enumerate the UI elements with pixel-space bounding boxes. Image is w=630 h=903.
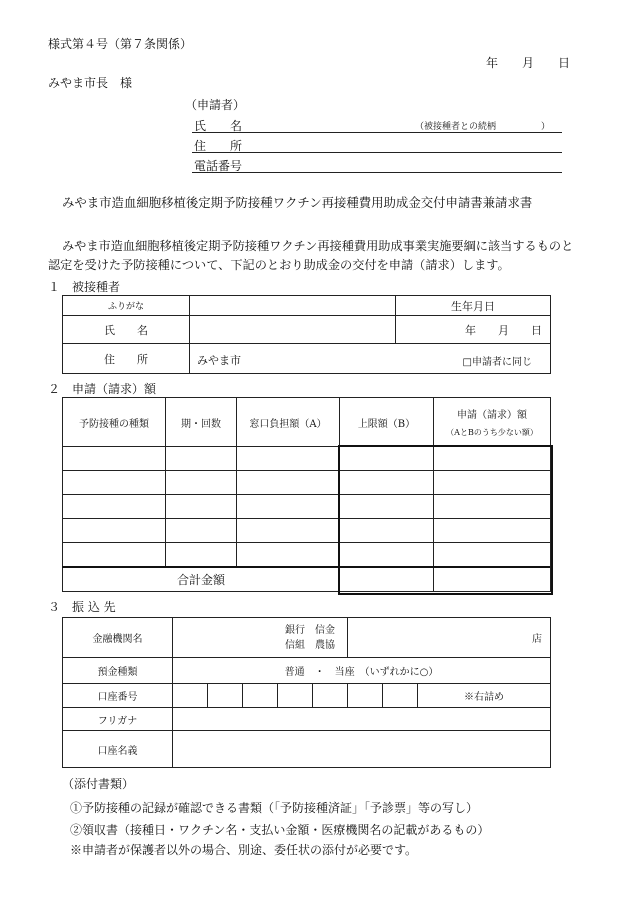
cell[interactable] [166,519,237,543]
table-row [63,543,551,567]
cell[interactable] [166,495,237,519]
cell[interactable] [237,519,340,543]
applicant-name-line[interactable] [192,132,562,133]
account-digit[interactable] [278,684,313,708]
header-claim-note: （AとBのうち少ない額） [446,428,538,437]
deposit-type-options[interactable]: 普通 ・ 当座 （いずれかに○） [173,658,551,684]
vaccinee-furigana-field[interactable] [190,296,396,316]
cell[interactable] [237,471,340,495]
cell[interactable] [166,447,237,471]
cell[interactable] [63,447,166,471]
vaccinee-address-value: みやま市 [197,354,241,367]
section3-heading: ３ 振 込 先 [48,600,116,614]
table-row [63,471,551,495]
cell[interactable] [237,495,340,519]
table-row [63,447,551,471]
cell[interactable] [63,471,166,495]
account-holder-field[interactable] [173,731,551,768]
cell[interactable] [434,519,551,543]
birthdate-field[interactable]: 年 月 日 [396,316,551,344]
account-number-label: 口座番号 [63,684,173,708]
section1-heading: １ 被接種者 [48,280,121,294]
intro-line-2: 認定を受けた予防接種について、下記のとおり助成金の交付を申請（請求）します。 [48,258,510,272]
claim-table [62,397,551,592]
cell[interactable] [340,519,434,543]
same-as-applicant-checkbox[interactable]: □申請者に同じ [462,357,532,368]
cell[interactable] [340,447,434,471]
birthdate-label: 生年月日 [396,296,551,316]
header-claim-label: 申請（請求）額 [457,410,527,421]
cell[interactable] [340,543,434,567]
account-digit[interactable] [173,684,208,708]
attachment-item-1: ①予防接種の記録が確認できる書類（「予防接種済証」「予診票」等の写し） [70,801,479,815]
form-number: 様式第４号（第７条関係） [48,37,193,51]
account-holder-label: 口座名義 [63,731,173,768]
cell[interactable] [434,471,551,495]
applicant-address-label: 住 所 [194,139,243,153]
section2-heading: ２ 申請（請求）額 [48,382,157,396]
attachment-note: ※申請者が保護者以外の場合、別途、委任状の添付が必要です。 [70,843,418,857]
bank-table [62,617,551,768]
applicant-address-line[interactable] [192,152,562,153]
total-row [63,567,551,592]
vaccinee-table [62,295,551,374]
total-claim-cell[interactable] [434,567,551,592]
document-title: みやま市造血細胞移植後定期予防接種ワクチン再接種費用助成金交付申請書兼請求書 [62,195,533,210]
right-align-note: ※右詰め [418,684,551,708]
applicant-relation-note: （被接種者との続柄 ） [415,122,551,132]
vaccinee-name-label: 氏 名 [63,316,190,344]
applicant-phone-label: 電話番号 [194,159,243,173]
cell[interactable] [340,471,434,495]
bank-types-line1: 銀行 信金 [285,624,336,636]
table-row [63,519,551,543]
account-digit[interactable] [243,684,278,708]
cell[interactable] [166,471,237,495]
applicant-header: （申請者） [185,98,246,112]
vaccinee-name-field[interactable] [190,316,396,344]
total-limit-cell[interactable] [340,567,434,592]
header-limit: 上限額（B） [340,398,434,447]
header-copay: 窓口負担額（A） [237,398,340,447]
header-count: 期・回数 [166,398,237,447]
intro-line-1: みやま市造血細胞移植後定期予防接種ワクチン再接種費用助成事業実施要綱に該当するものと [62,239,574,253]
applicant-phone-line[interactable] [192,172,562,173]
cell[interactable] [63,519,166,543]
holder-furigana-field[interactable] [173,708,551,731]
account-digit[interactable] [383,684,418,708]
account-digit[interactable] [208,684,243,708]
attachments-heading: （添付書類） [62,777,135,791]
cell[interactable] [166,543,237,567]
date-line: 年 月 日 [486,56,571,70]
header-vaccine-type: 予防接種の種類 [63,398,166,447]
bank-label: 金融機関名 [63,618,173,658]
deposit-type-label: 預金種類 [63,658,173,684]
bank-types-line2: 信組 農協 [285,639,336,651]
cell[interactable] [63,495,166,519]
holder-furigana-label: フリガナ [63,708,173,731]
cell[interactable] [237,447,340,471]
branch-label: 店 [532,634,543,645]
cell[interactable] [434,447,551,471]
cell[interactable] [340,495,434,519]
vaccinee-furigana-label: ふりがな [63,296,190,316]
header-claim [434,398,551,447]
bank-name-field[interactable] [173,618,348,658]
branch-field[interactable] [348,618,551,658]
vaccinee-address-label: 住 所 [63,344,190,374]
account-digit[interactable] [313,684,348,708]
addressee: みやま市長 様 [48,76,133,90]
cell[interactable] [237,543,340,567]
vaccinee-address-field[interactable] [190,344,551,374]
total-label: 合計金額 [63,567,340,592]
table-row [63,495,551,519]
cell[interactable] [434,495,551,519]
attachment-item-2: ②領収書（接種日・ワクチン名・支払い金額・医療機関名の記載があるもの） [70,823,490,837]
account-digit[interactable] [348,684,383,708]
cell[interactable] [63,543,166,567]
applicant-name-label: 氏 名 [194,119,243,133]
cell[interactable] [434,543,551,567]
